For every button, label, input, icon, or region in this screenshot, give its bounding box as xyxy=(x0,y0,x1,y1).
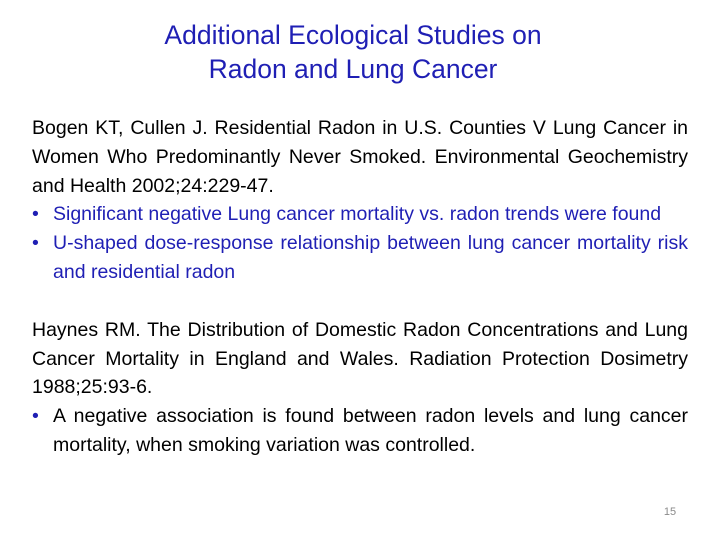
citation-haynes: Haynes RM. The Distribution of Domestic Radon Concentrations and Lung Cancer Mortality in England and Wales. Radiation Protection Dosimetry 1988;25:93-6. xyxy=(32,318,688,399)
findings-bogen xyxy=(32,200,688,286)
finding-item xyxy=(32,229,688,287)
finding-text: A negative association is found between radon levels and lung cancer mortality, when smoking variation was controlled. xyxy=(53,405,688,456)
study-haynes xyxy=(32,316,688,460)
finding-item xyxy=(32,402,688,460)
page-number: 15 xyxy=(663,506,677,518)
title-line-1: Additional Ecological Studies on xyxy=(164,20,542,50)
study-bogen xyxy=(32,114,688,287)
bullet-icon: • xyxy=(32,203,39,226)
bullet-icon: • xyxy=(32,405,39,428)
section-spacer xyxy=(32,287,688,316)
finding-item xyxy=(32,200,688,229)
findings-haynes xyxy=(32,402,688,460)
finding-text: Significant negative Lung cancer mortality vs. radon trends were found xyxy=(53,203,662,226)
slide-title xyxy=(40,18,666,86)
citation-bogen: Bogen KT, Cullen J. Residential Radon in U.S. Counties V Lung Cancer in Women Who Predominantly Never Smoked. Environmental Geochemistry and Health 2002;24:229-47. xyxy=(32,117,688,197)
bullet-icon: • xyxy=(32,232,39,255)
slide-body xyxy=(32,114,688,460)
finding-text: U-shaped dose-response relationship between lung cancer mortality risk and residential radon xyxy=(53,232,688,283)
title-line-2: Radon and Lung Cancer xyxy=(208,54,498,84)
